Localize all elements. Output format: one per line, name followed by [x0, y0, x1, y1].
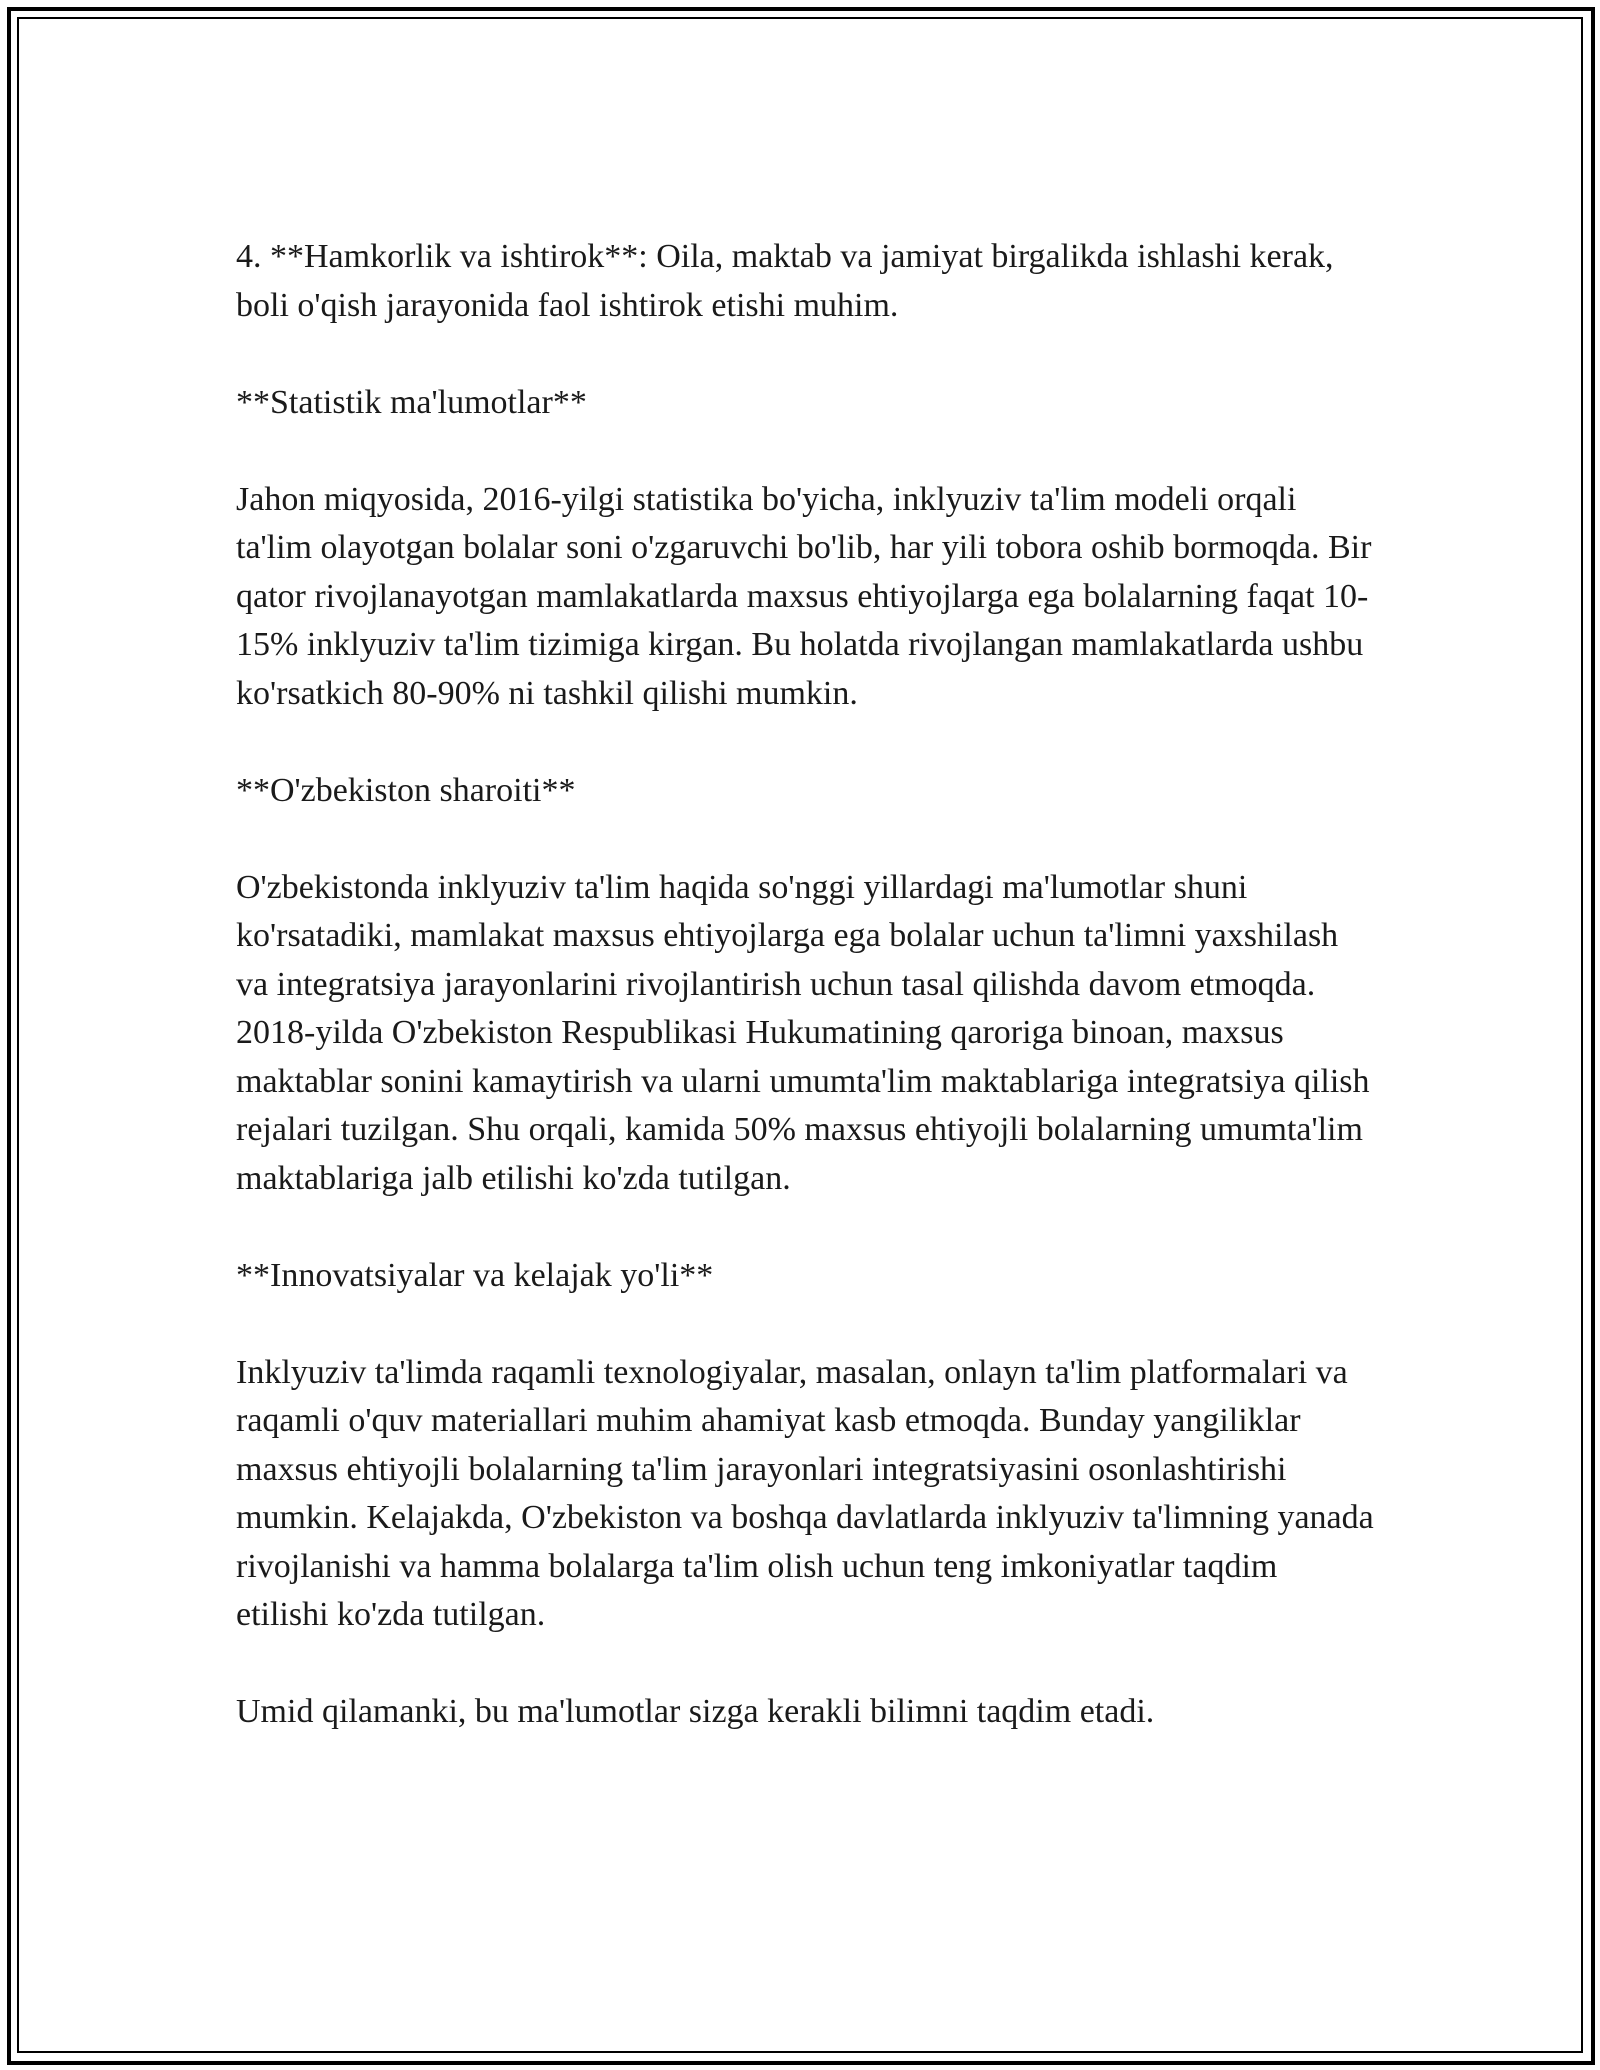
paragraph-uzbekistan-conditions: O'zbekistonda inklyuziv ta'lim haqida so'nggi yillardagi ma'lumotlar shuni ko'rsatadiki, mamlakat maxsus ehtiyojlarga ega bolalar uchun ta'limni yaxshilash va integratsiya jarayonlarini rivojlantirish uchun tasal qilishda davom etmoqda. 2018-yilda O'zbekiston Respublikasi Hukumatining qaroriga binoan, maxsus maktablar sonini kamaytirish va ularni umumta'lim maktablariga integratsiya qilish rejalari tuzilgan. Shu orqali, kamida 50% maxsus ehtiyojli bolalarning umumta'lim maktablariga jalb etilishi ko'zda tutilgan.	[236, 868, 1370, 1197]
heading-statistics: **Statistik ma'lumotlar**	[236, 383, 587, 421]
paragraph-collaboration: 4. **Hamkorlik va ishtirok**: Oila, maktab va jamiyat birgalikda ishlashi kerak, boli o'qish jarayonida faol ishtirok etishi muhim.	[236, 238, 1334, 324]
heading-uzbekistan-conditions: **O'zbekiston sharoiti**	[236, 771, 576, 809]
document-body	[236, 233, 1376, 1785]
paragraph-closing: Umid qilamanki, bu ma'lumotlar sizga kerakli bilimni taqdim etadi.	[236, 1693, 1155, 1730]
heading-innovations: **Innovatsiyalar va kelajak yo'li**	[236, 1256, 714, 1294]
paragraph-statistics: Jahon miqyosida, 2016-yilgi statistika bo'yicha, inklyuziv ta'lim modeli orqali ta'lim olayotgan bolalar soni o'zgaruvchi bo'lib, har yili tobora oshib bormoqda. Bir qator rivojlanayotgan mamlakatlarda maxsus ehtiyojlarga ega bolalarning faqat 10-15% inklyuziv ta'lim tizimiga kirgan. Bu holatda rivojlangan mamlakatlarda ushbu ko'rsatkich 80-90% ni tashkil qilishi mumkin.	[236, 480, 1372, 712]
paragraph-innovations: Inklyuziv ta'limda raqamli texnologiyalar, masalan, onlayn ta'lim platformalari va raqamli o'quv materiallari muhim ahamiyat kasb etmoqda. Bunday yangiliklar maxsus ehtiyojli bolalarning ta'lim jarayonlari integratsiyasini osonlashtirishi mumkin. Kelajakda, O'zbekiston va boshqa davlatlarda inklyuziv ta'limning yanada rivojlanishi va hamma bolalarga ta'lim olish uchun teng imkoniyatlar taqdim etilishi ko'zda tutilgan.	[236, 1353, 1374, 1633]
